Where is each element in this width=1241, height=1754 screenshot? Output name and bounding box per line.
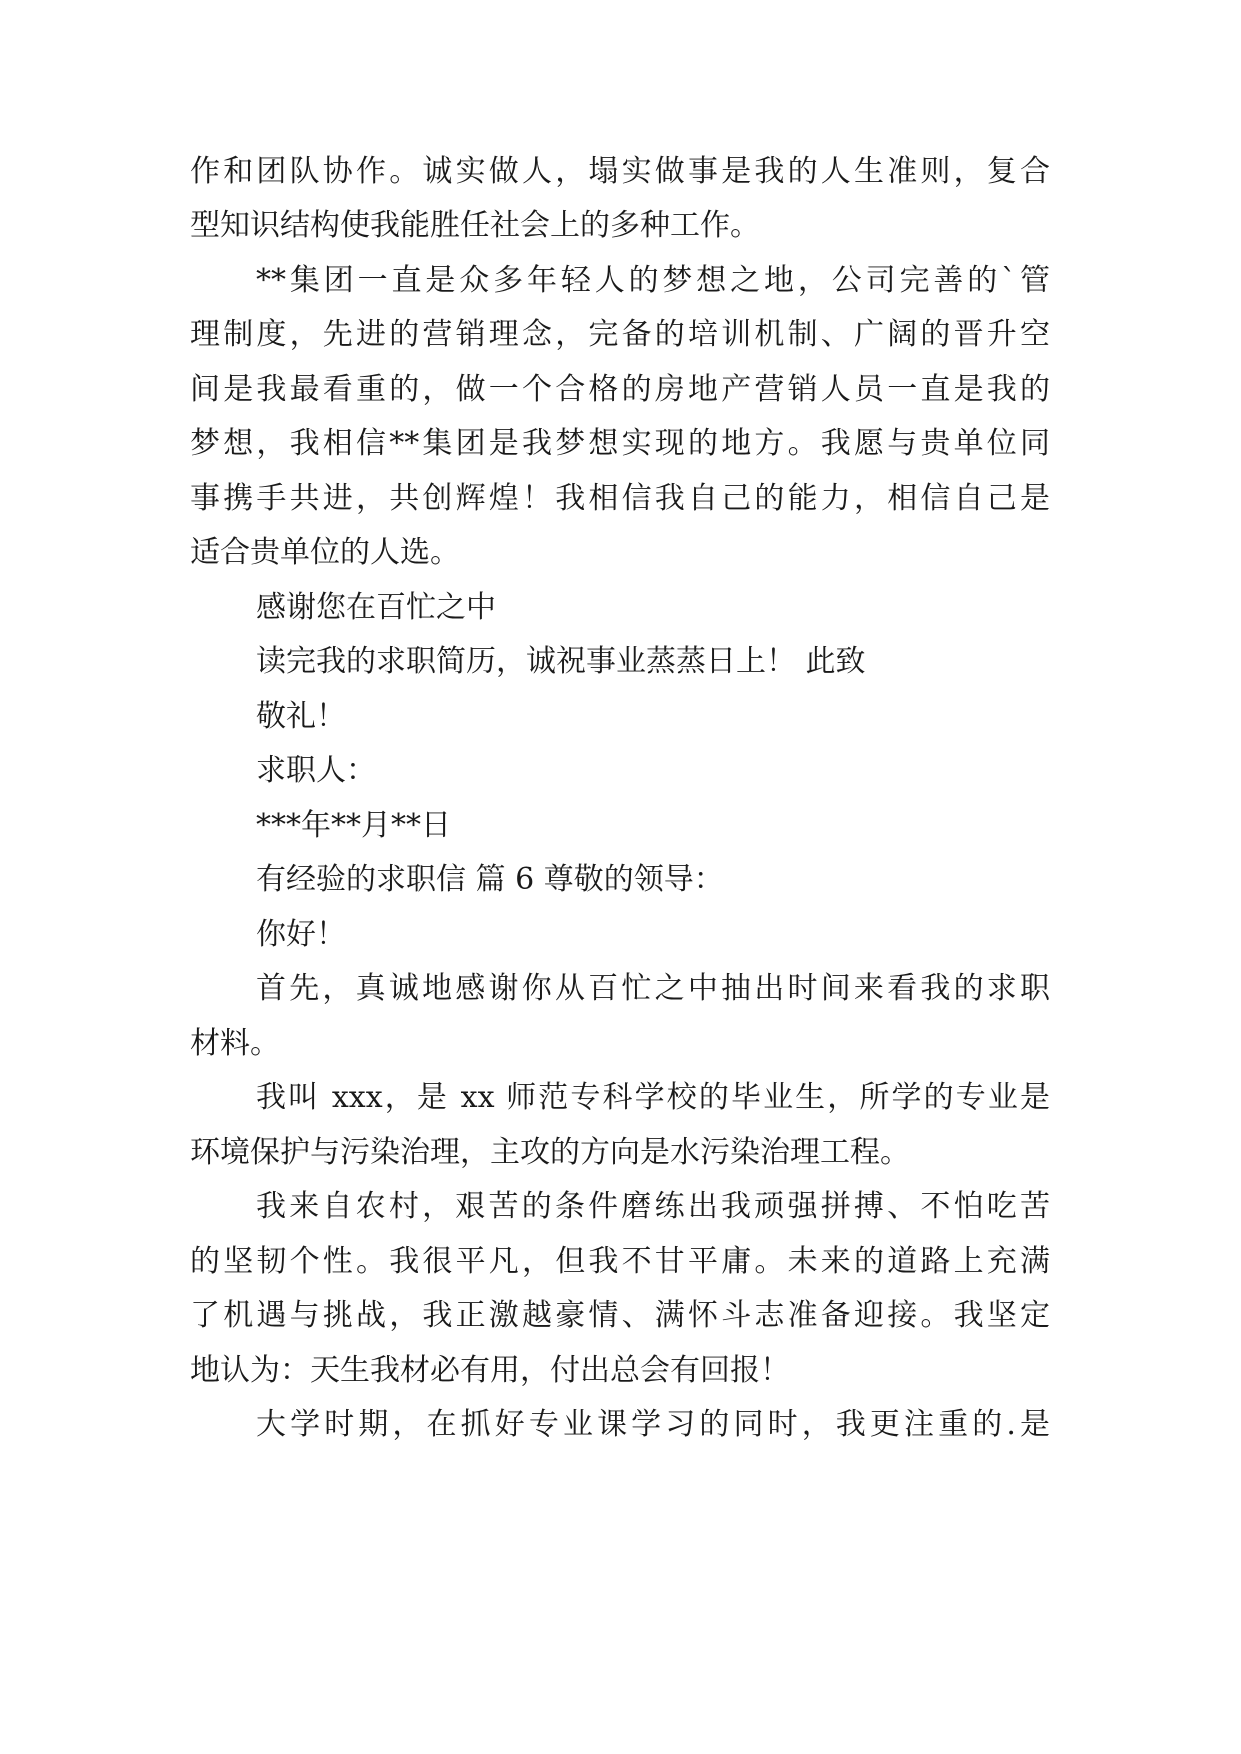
text-line: 地认为：天生我材必有用，付出总会有回报！ [190, 1353, 790, 1388]
text-line: 适合贵单位的人选。 [190, 535, 460, 570]
text-line: 我叫 xxx，是 xx 师范专科学校的毕业生，所学的专业是 [256, 1080, 1050, 1115]
text-line: 你好！ [256, 917, 346, 952]
text-line: 事携手共进，共创辉煌！我相信我自己的能力，相信自己是 [190, 481, 1050, 516]
text-line: ***年**月**日 [256, 808, 451, 843]
text-line: 我来自农村，艰苦的条件磨练出我顽强拼搏、不怕吃苦 [256, 1189, 1050, 1224]
text-line: 的坚韧个性。我很平凡，但我不甘平庸。未来的道路上充满 [190, 1244, 1050, 1279]
text-line: 环境保护与污染治理，主攻的方向是水污染治理工程。 [190, 1135, 910, 1170]
text-line: 求职人： [256, 753, 376, 788]
text-line: 间是我最看重的，做一个合格的房地产营销人员一直是我的 [190, 372, 1050, 407]
text-line: 梦想，我相信**集团是我梦想实现的地方。我愿与贵单位同 [190, 426, 1050, 461]
text-line: 有经验的求职信 篇 6 尊敬的领导： [256, 862, 724, 897]
text-line: **集团一直是众多年轻人的梦想之地，公司完善的`管 [256, 263, 1050, 298]
text-line: 首先，真诚地感谢你从百忙之中抽出时间来看我的求职 [256, 971, 1050, 1006]
text-line: 型知识结构使我能胜任社会上的多种工作。 [190, 208, 760, 243]
text-line: 敬礼！ [256, 699, 346, 734]
text-line: 读完我的求职简历，诚祝事业蒸蒸日上！ 此致 [256, 644, 866, 679]
text-line: 理制度，先进的营销理念，完备的培训机制、广阔的晋升空 [190, 317, 1050, 352]
text-line: 大学时期，在抓好专业课学习的同时，我更注重的.是 [256, 1407, 1050, 1442]
text-line: 作和团队协作。诚实做人，塌实做事是我的人生准则，复合 [190, 154, 1050, 189]
text-line: 材料。 [190, 1026, 280, 1061]
text-line: 了机遇与挑战，我正激越豪情、满怀斗志准备迎接。我坚定 [190, 1298, 1050, 1333]
text-line: 感谢您在百忙之中 [256, 590, 496, 625]
